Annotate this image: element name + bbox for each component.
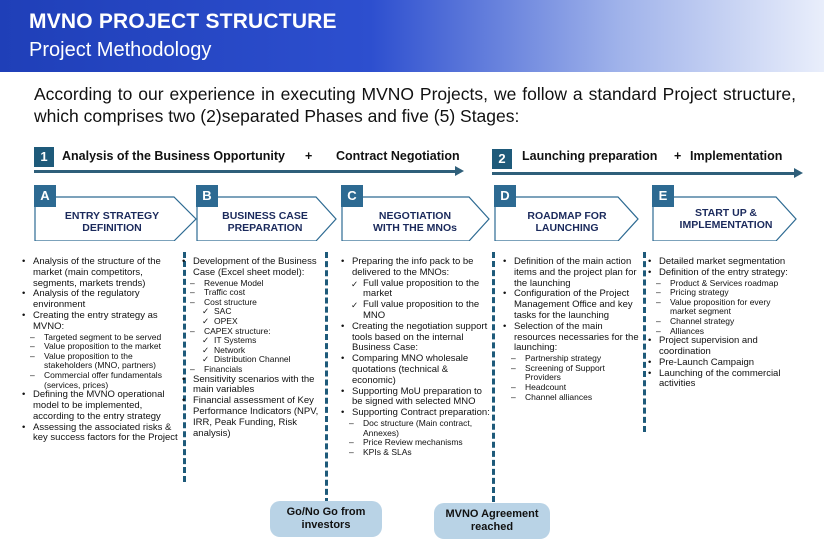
stage-c-chevron: [341, 185, 491, 241]
list-item: – Financials: [182, 365, 325, 375]
list-item: • Detailed market segmentation: [648, 257, 798, 268]
phase-2-text-b: Implementation: [690, 149, 783, 163]
list-item: ✓ Full value proposition to the market: [341, 279, 493, 301]
list-item: • Financial assessment of Key Performance Indicators (NPV, IRR, Peak Funding, Risk analysis): [182, 396, 325, 439]
title-banner: [0, 0, 824, 72]
phase-2-arrow-line: [492, 172, 794, 175]
stage-a-list: [22, 257, 182, 444]
list-item: • Selection of the main resources necessaries for the launching:: [503, 322, 641, 354]
list-item: – Product & Services roadmap: [648, 279, 798, 289]
list-item: • Configuration of the Project Management Office and key tasks for the launching: [503, 289, 641, 321]
stage-e-chevron: [652, 185, 798, 241]
stage-c-title: [353, 210, 477, 234]
list-item: – Doc structure (Main contract, Annexes): [341, 419, 493, 438]
list-item: • Sensitivity scenarios with the main variables: [182, 375, 325, 397]
list-item: • Analysis of the regulatory environment: [22, 289, 182, 311]
milestone-mvno-agreement: MVNO Agreement reached: [434, 503, 550, 539]
stage-a-title-line-1: ENTRY STRATEGY: [64, 210, 160, 222]
phase-1-text-a: Analysis of the Business Opportunity: [62, 149, 285, 163]
phase-1-plus: +: [305, 149, 313, 163]
stage-b-title-line-2: PREPARATION: [227, 222, 303, 234]
list-item: – Value proposition to the market: [22, 342, 182, 352]
stage-c-title-line-2: WITH THE MNOs: [373, 222, 457, 234]
list-item: • Creating the negotiation support tools based on the internal Business Case:: [341, 322, 493, 354]
phase-2-plus: +: [674, 149, 682, 163]
list-item: – Alliances: [648, 327, 798, 337]
list-item: – Value proposition for every market segment: [648, 298, 798, 317]
stage-b-list: [182, 257, 325, 439]
phase-2-number: 2: [492, 149, 512, 169]
list-item: – Revenue Model: [182, 279, 325, 289]
stage-e-list: [648, 257, 798, 390]
list-item: ✓ SAC: [182, 307, 325, 317]
list-item: – Value proposition to the stakeholders (MNO, partners): [22, 352, 182, 371]
stage-a-chevron: [34, 185, 198, 241]
stage-c-letter: C: [341, 185, 363, 207]
stage-d-title-line-2: LAUNCHING: [535, 222, 599, 234]
list-item: • Launching of the commercial activities: [648, 369, 798, 391]
list-item: – Price Review mechanisms: [341, 438, 493, 448]
phase-1-text-b: Contract Negotiation: [336, 149, 460, 163]
list-item: – Traffic cost: [182, 288, 325, 298]
phase-2-arrowhead: [794, 168, 803, 178]
list-item: ✓ Full value proposition to the MNO: [341, 300, 493, 322]
stage-b-chevron: [196, 185, 338, 241]
list-item: – Channel alliances: [503, 393, 641, 403]
list-item: • Definition of the main action items and the project plan for the launching: [503, 257, 641, 289]
list-item: – Targeted segment to be served: [22, 333, 182, 343]
page-title: MVNO PROJECT STRUCTURE: [29, 10, 337, 33]
list-item: – Pricing strategy: [648, 288, 798, 298]
list-item: ✓ OPEX: [182, 317, 325, 327]
list-item: • Preparing the info pack to be delivered to the MNOs:: [341, 257, 493, 279]
stage-c-column: [341, 257, 493, 457]
stage-a-title: [48, 210, 176, 234]
stage-d-list: [503, 257, 641, 402]
stage-d-column: [503, 257, 641, 402]
stage-e-column: [648, 257, 798, 390]
stage-e-letter: E: [652, 185, 674, 207]
list-item: • Defining the MVNO operational model to be implemented, according to the entry strategy: [22, 390, 182, 422]
list-item: • Comparing MNO wholesale quotations (technical & economic): [341, 354, 493, 386]
phase-2-text-a: Launching preparation: [522, 149, 658, 163]
milestone-go-no-go: Go/No Go from investors: [270, 501, 382, 537]
list-item: • Definition of the entry strategy:: [648, 268, 798, 279]
list-item: • Pre-Launch Campaign: [648, 358, 798, 369]
list-item: – Headcount: [503, 383, 641, 393]
phase-1-arrow-line: [34, 170, 456, 173]
stage-e-title: [664, 207, 788, 231]
list-item: ✓ Distribution Channel: [182, 355, 325, 365]
stage-b-column: [182, 257, 325, 439]
list-item: • Supporting MoU preparation to be signed with selected MNO: [341, 387, 493, 409]
stage-a-column: [22, 257, 182, 444]
list-item: • Supporting Contract preparation:: [341, 408, 493, 419]
list-item: • Analysis of the structure of the market (main competitors, segments, markets trends): [22, 257, 182, 289]
stage-b-title: [206, 210, 324, 234]
list-item: • Assessing the associated risks & key success factors for the Project: [22, 423, 182, 445]
stage-d-title: [506, 210, 628, 234]
list-item: • Development of the Business Case (Excel sheet model):: [182, 257, 325, 279]
stage-e-title-line-2: IMPLEMENTATION: [679, 219, 773, 231]
phase-1-arrowhead: [455, 166, 464, 176]
list-item: – Cost structure: [182, 298, 325, 308]
list-item: – Screening of Support Providers: [503, 364, 641, 383]
stage-a-title-line-2: DEFINITION: [82, 222, 142, 234]
stage-a-letter: A: [34, 185, 56, 207]
stage-e-title-line-1: START UP &: [694, 207, 758, 219]
stage-d-title-line-1: ROADMAP FOR: [527, 210, 607, 222]
list-item: • Project supervision and coordination: [648, 336, 798, 358]
list-item: – CAPEX structure:: [182, 327, 325, 337]
phase-1-number: 1: [34, 147, 54, 167]
list-item: ✓ Network: [182, 346, 325, 356]
page-subtitle: Project Methodology: [29, 39, 212, 61]
stage-d-chevron: [494, 185, 640, 241]
stage-b-letter: B: [196, 185, 218, 207]
list-item: • Creating the entry strategy as MVNO:: [22, 311, 182, 333]
list-item: – Commercial offer fundamentals (services, prices): [22, 371, 182, 390]
intro-text: According to our experience in executing MVNO Projects, we follow a standard Project structure, which comprises two (2)separated Phases and five (5) Stages:: [34, 84, 796, 126]
list-item: – Partnership strategy: [503, 354, 641, 364]
stage-d-letter: D: [494, 185, 516, 207]
separator-d-e: [643, 252, 646, 432]
separator-b-c: [325, 252, 328, 504]
list-item: ✓ IT Systems: [182, 336, 325, 346]
stage-c-title-line-1: NEGOTIATION: [378, 210, 452, 222]
stage-b-title-line-1: BUSINESS CASE: [222, 210, 308, 222]
stage-c-list: [341, 257, 493, 457]
list-item: – Channel strategy: [648, 317, 798, 327]
list-item: – KPIs & SLAs: [341, 448, 493, 458]
